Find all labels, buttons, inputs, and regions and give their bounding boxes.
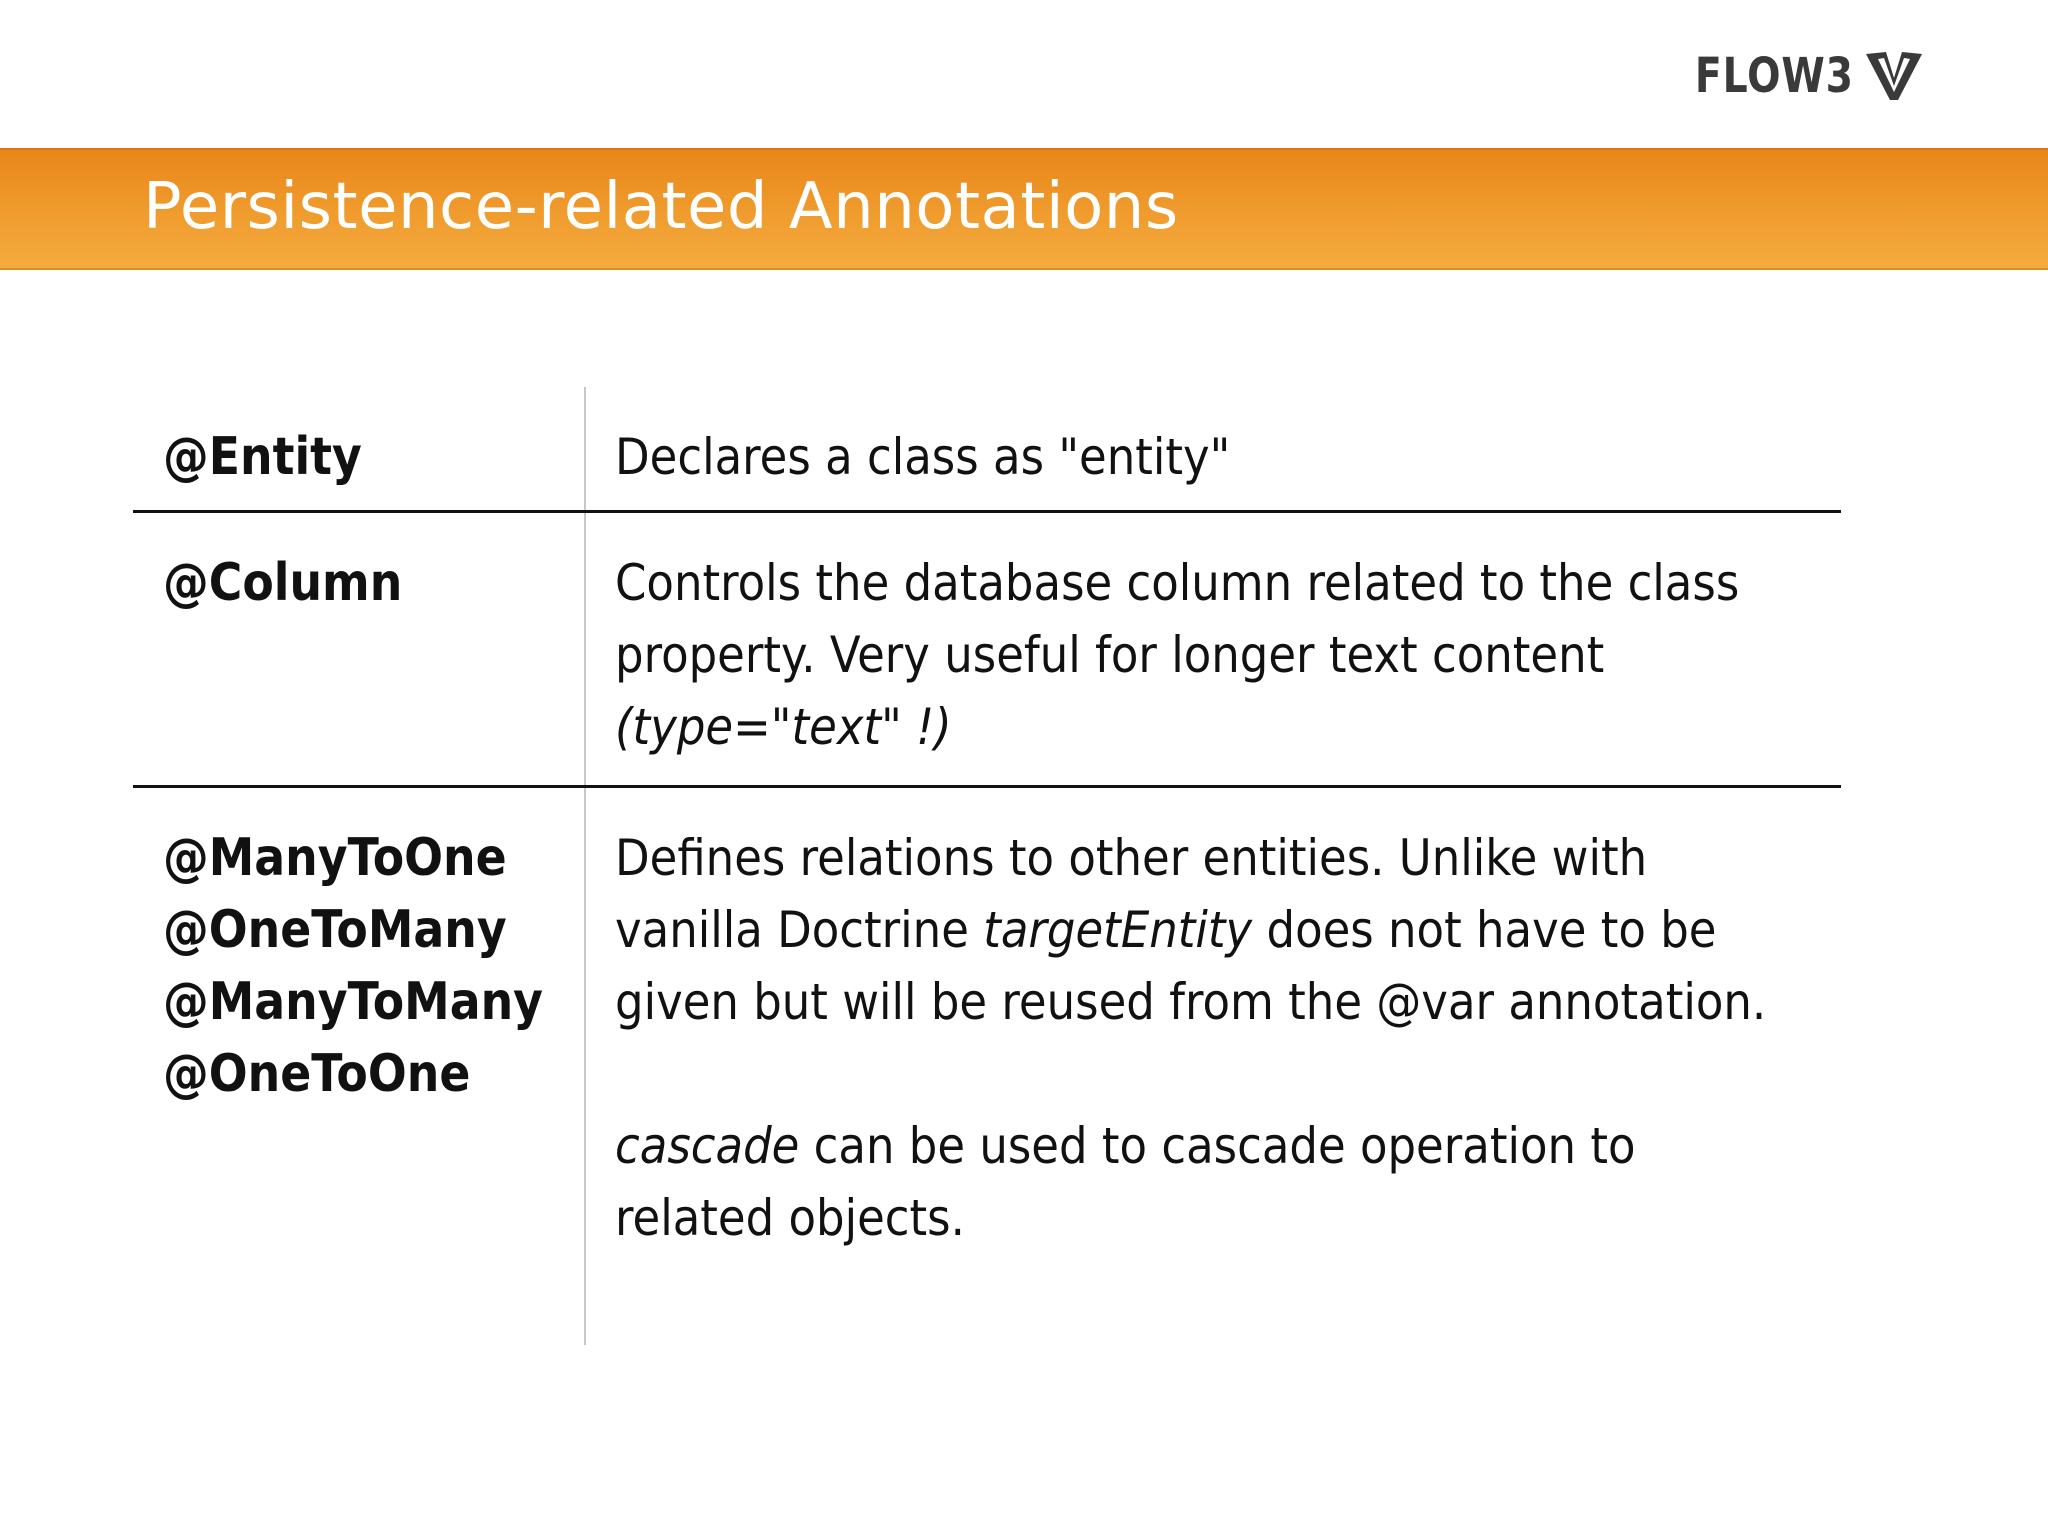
table-row	[133, 387, 1841, 513]
slide-title: Persistence-related Annotations	[143, 170, 1179, 244]
description-text: Controls the database column related to the class property. Very useful for longer text content	[615, 554, 1740, 684]
annotation-name: @OneToMany	[163, 900, 507, 960]
annotation-name: @ManyToMany	[163, 972, 543, 1032]
annotation-key-cell	[163, 822, 543, 1110]
logo-text: FLOW3	[1695, 48, 1854, 104]
italic-text: targetEntity	[983, 901, 1253, 959]
description-text: Defines relations to other entities. Unlike with vanilla Doctrine	[615, 829, 1648, 959]
annotation-name: @Column	[163, 553, 403, 613]
typo3-shield-icon	[1864, 48, 1924, 104]
table-row	[133, 513, 1841, 788]
italic-text: (type="text" !)	[615, 698, 952, 756]
paragraph-gap	[615, 1038, 1767, 1110]
description-text: does not have to be given but will be reused from the @var annotation.	[615, 901, 1767, 1031]
description-paragraph	[615, 421, 1767, 493]
annotation-description-cell	[615, 547, 1767, 763]
description-paragraph	[615, 547, 1767, 763]
annotation-key-cell	[163, 421, 362, 493]
flow3-logo	[1660, 48, 1924, 104]
table-row	[133, 788, 1841, 1345]
italic-text: cascade	[615, 1117, 800, 1175]
description-paragraph	[615, 1110, 1767, 1254]
annotation-name: @OneToOne	[163, 1044, 471, 1104]
annotation-name: @ManyToOne	[163, 828, 507, 888]
annotations-table	[133, 387, 1841, 1345]
annotation-name: @Entity	[163, 427, 362, 487]
description-text: can be used to cascade operation to related objects.	[615, 1117, 1636, 1247]
description-text: Declares a class as "entity"	[615, 428, 1231, 486]
annotation-description-cell	[615, 822, 1767, 1254]
annotation-key-cell	[163, 547, 402, 619]
description-paragraph	[615, 822, 1767, 1038]
annotation-description-cell	[615, 421, 1767, 493]
title-bar	[0, 148, 2048, 270]
